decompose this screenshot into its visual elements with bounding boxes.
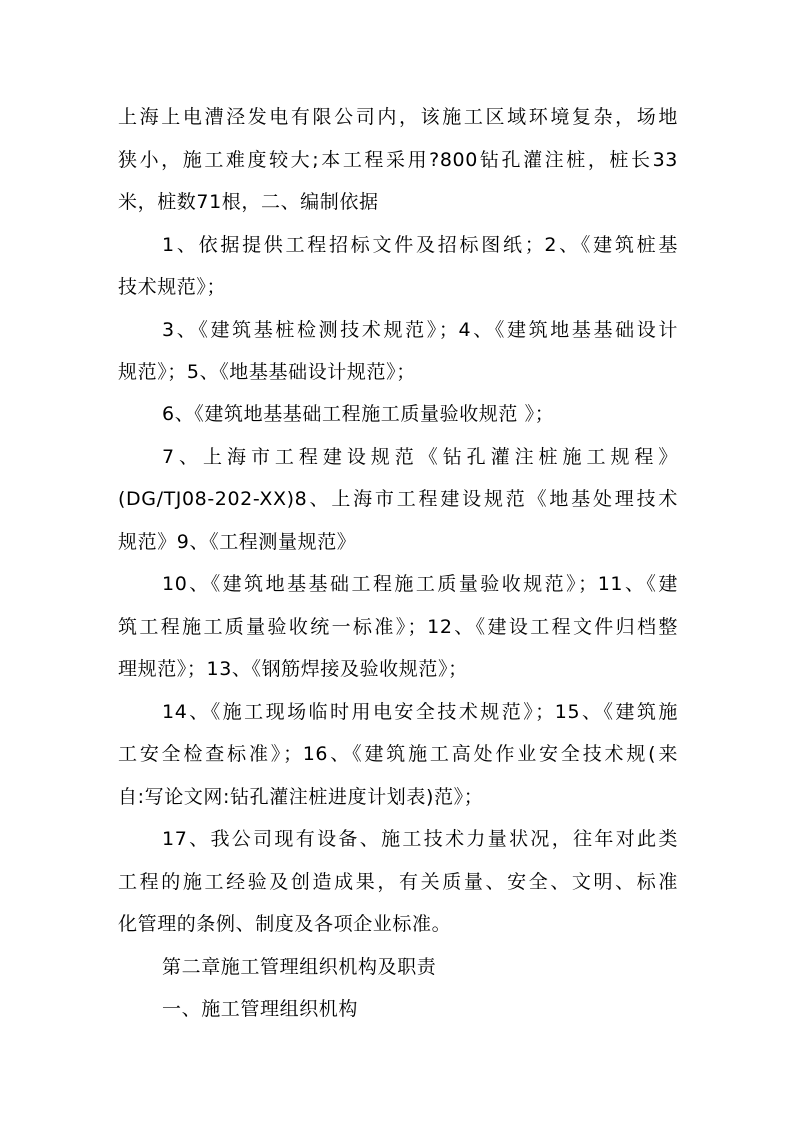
body-line: (DG/TJ08-202-XX)8、上海市工程建设规范《地基处理技术: [118, 488, 678, 510]
body-line: 规范》9、《工程测量规范》: [118, 531, 357, 553]
body-line: 上海上电漕泾发电有限公司内，该施工区域环境复杂，场地: [118, 106, 678, 128]
body-line: 自:写论文网:钻孔灌注桩进度计划表)范》；: [118, 786, 484, 808]
body-line: 1、依据提供工程招标文件及招标图纸；2、《建筑桩基: [162, 234, 678, 256]
body-line: 筑工程施工质量验收统一标准》；12、《建设工程文件归档整: [118, 616, 678, 638]
body-line: 7、上海市工程建设规范《钻孔灌注桩施工规程》: [162, 446, 678, 468]
body-line: 3、《建筑基桩检测技术规范》；4、《建筑地基基础设计: [162, 319, 678, 341]
body-line: 工安全检查标准》；16、《建筑施工高处作业安全技术规(来: [118, 743, 678, 765]
body-line: 17、我公司现有设备、施工技术力量状况，往年对此类: [162, 828, 678, 850]
body-line: 理规范》；13、《钢筋焊接及验收规范》；: [118, 658, 468, 680]
body-line: 工程的施工经验及创造成果，有关质量、安全、文明、标准: [118, 871, 678, 893]
body-line: 技术规范》；: [118, 276, 227, 298]
body-line: 10、《建筑地基基础工程施工质量验收规范》；11、《建: [162, 573, 678, 595]
body-line: 14、《施工现场临时用电安全技术规范》；15、《建筑施: [162, 701, 678, 723]
chapter-heading: 第二章施工管理组织机构及职责: [162, 956, 437, 978]
section-heading: 一、施工管理组织机构: [162, 998, 359, 1020]
body-line: 米，桩数71根，二、编制依据: [118, 191, 379, 213]
body-line: 规范》；5、《地基基础设计规范》；: [118, 361, 416, 383]
body-line: 6、《建筑地基基础工程施工质量验收规范 》；: [162, 403, 555, 425]
body-line: 化管理的条例、制度及各项企业标准。: [118, 913, 452, 935]
body-line: 狭小，施工难度较大;本工程采用?800钻孔灌注桩，桩长33: [118, 149, 678, 171]
